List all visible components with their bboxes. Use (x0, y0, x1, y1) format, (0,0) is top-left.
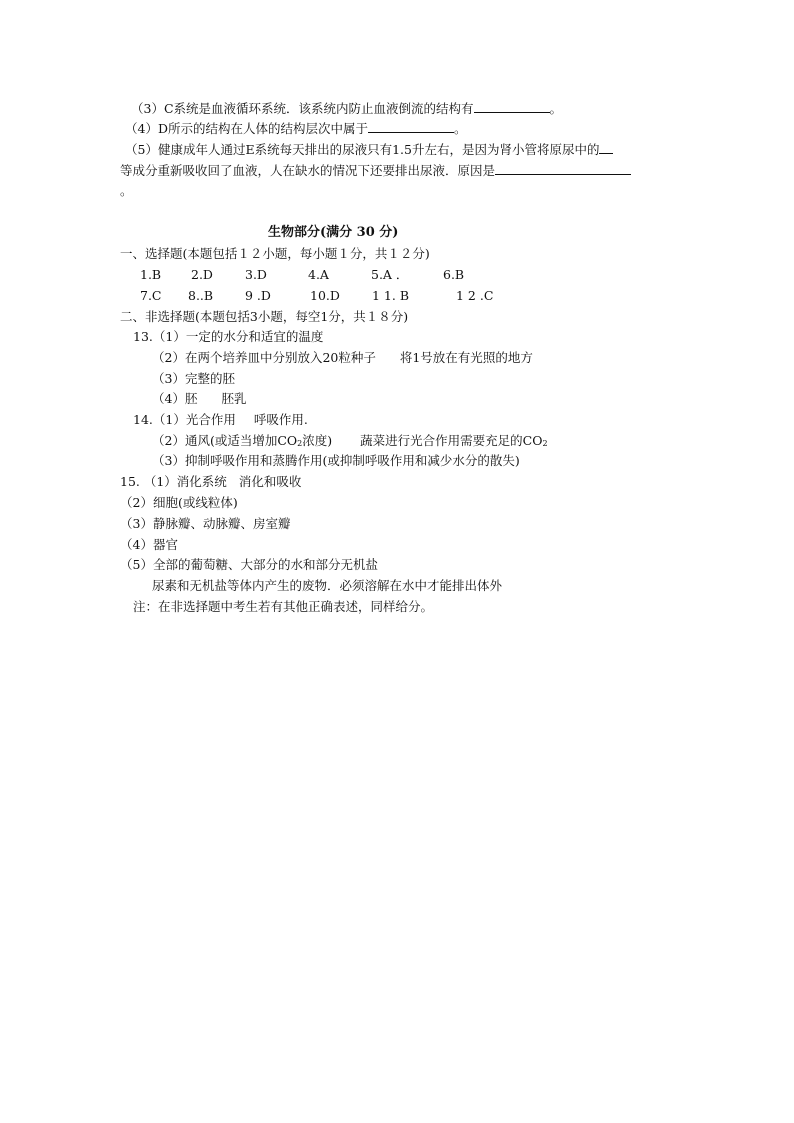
answer-13-4: （4）胚 胚乳 (152, 391, 247, 406)
question-5-text-cont: 等成分重新吸收回了血液，人在缺水的情况下还要排出尿液．原因是 (120, 163, 496, 178)
answer-14-3: （3）抑制呼吸作用和蒸腾作用(或抑制呼吸作用和减少水分的散失) (152, 453, 520, 468)
mc-answer: 1 2 .C (456, 288, 494, 303)
answer-15-2: （2）细胞(或线粒体) (120, 495, 238, 510)
mc-answer: 5.A ． (371, 267, 409, 282)
mc-answer: 1 1. B (372, 288, 410, 303)
question-5-text: （5）健康成年人通过E系统每天排出的尿液只有1.5升左右，是因为肾小管将原尿中的 (125, 142, 600, 157)
mc-answer: 2.D (191, 267, 213, 282)
question-5-end: 。 (120, 183, 133, 198)
mc-answer: 1.B (140, 267, 162, 282)
question-3-text: （3）C系统是血液循环系统．该系统内防止血液倒流的结构有 (131, 101, 474, 116)
answer-blank (368, 120, 454, 133)
answer-15-5: （5）全部的葡萄糖、大部分的水和部分无机盐 (120, 557, 378, 572)
question-4-text: （4）D所示的结构在人体的结构层次中属于 (125, 121, 368, 136)
mc-answer: 7.C (140, 288, 162, 303)
answer-15-3: （3）静脉瓣、动脉瓣、房室瓣 (120, 516, 291, 531)
question-5-line-1 (125, 141, 613, 159)
question-3: （3）C系统是血液循环系统．该系统内防止血液倒流的结构有 。 (131, 101, 563, 116)
answer-blank (495, 162, 631, 175)
mc-answer: 9 .D (245, 288, 271, 303)
mc-answer: 10.D (310, 288, 340, 303)
mc-answer: 6.B (443, 267, 465, 282)
answer-15-1: 15. （1）消化系统 消化和吸收 (120, 474, 302, 489)
question-4: （4）D所示的结构在人体的结构层次中属于 。 (125, 121, 467, 136)
answer-14-2: （2）通风(或适当增加CO2浓度) 蔬菜进行光合作用需要充足的CO2 (152, 433, 548, 448)
mc-answer: 4.A (308, 267, 329, 282)
answer-13-2: （2）在两个培养皿中分别放入20粒种子 将1号放在有光照的地方 (152, 350, 533, 365)
answer-13-3: （3）完整的胚 (152, 371, 235, 386)
question-5-line-2 (120, 162, 631, 180)
section-1-heading: 一、选择题(本题包括１２小题，每小题１分，共１２分) (120, 246, 430, 261)
answer-title: 生物部分(满分 30 分) (268, 225, 399, 240)
mc-answer: 8..B (188, 288, 214, 303)
mc-answer: 3.D (245, 267, 267, 282)
answer-blank (474, 100, 550, 113)
grading-note: 注：在非选择题中考生若有其他正确表述，同样给分。 (133, 599, 434, 614)
answer-14-1: 14.（1）光合作用 呼吸作用. (133, 412, 308, 427)
answer-blank (599, 141, 613, 154)
answer-15-4: （4）器官 (120, 537, 178, 552)
answer-15-5-cont: 尿素和无机盐等体内产生的废物．必须溶解在水中才能排出体外 (152, 578, 503, 593)
section-2-heading: 二、非选择题(本题包括3小题，每空1分，共１８分) (120, 309, 409, 324)
answer-13-1: 13.（1）一定的水分和适宜的温度 (133, 329, 324, 344)
